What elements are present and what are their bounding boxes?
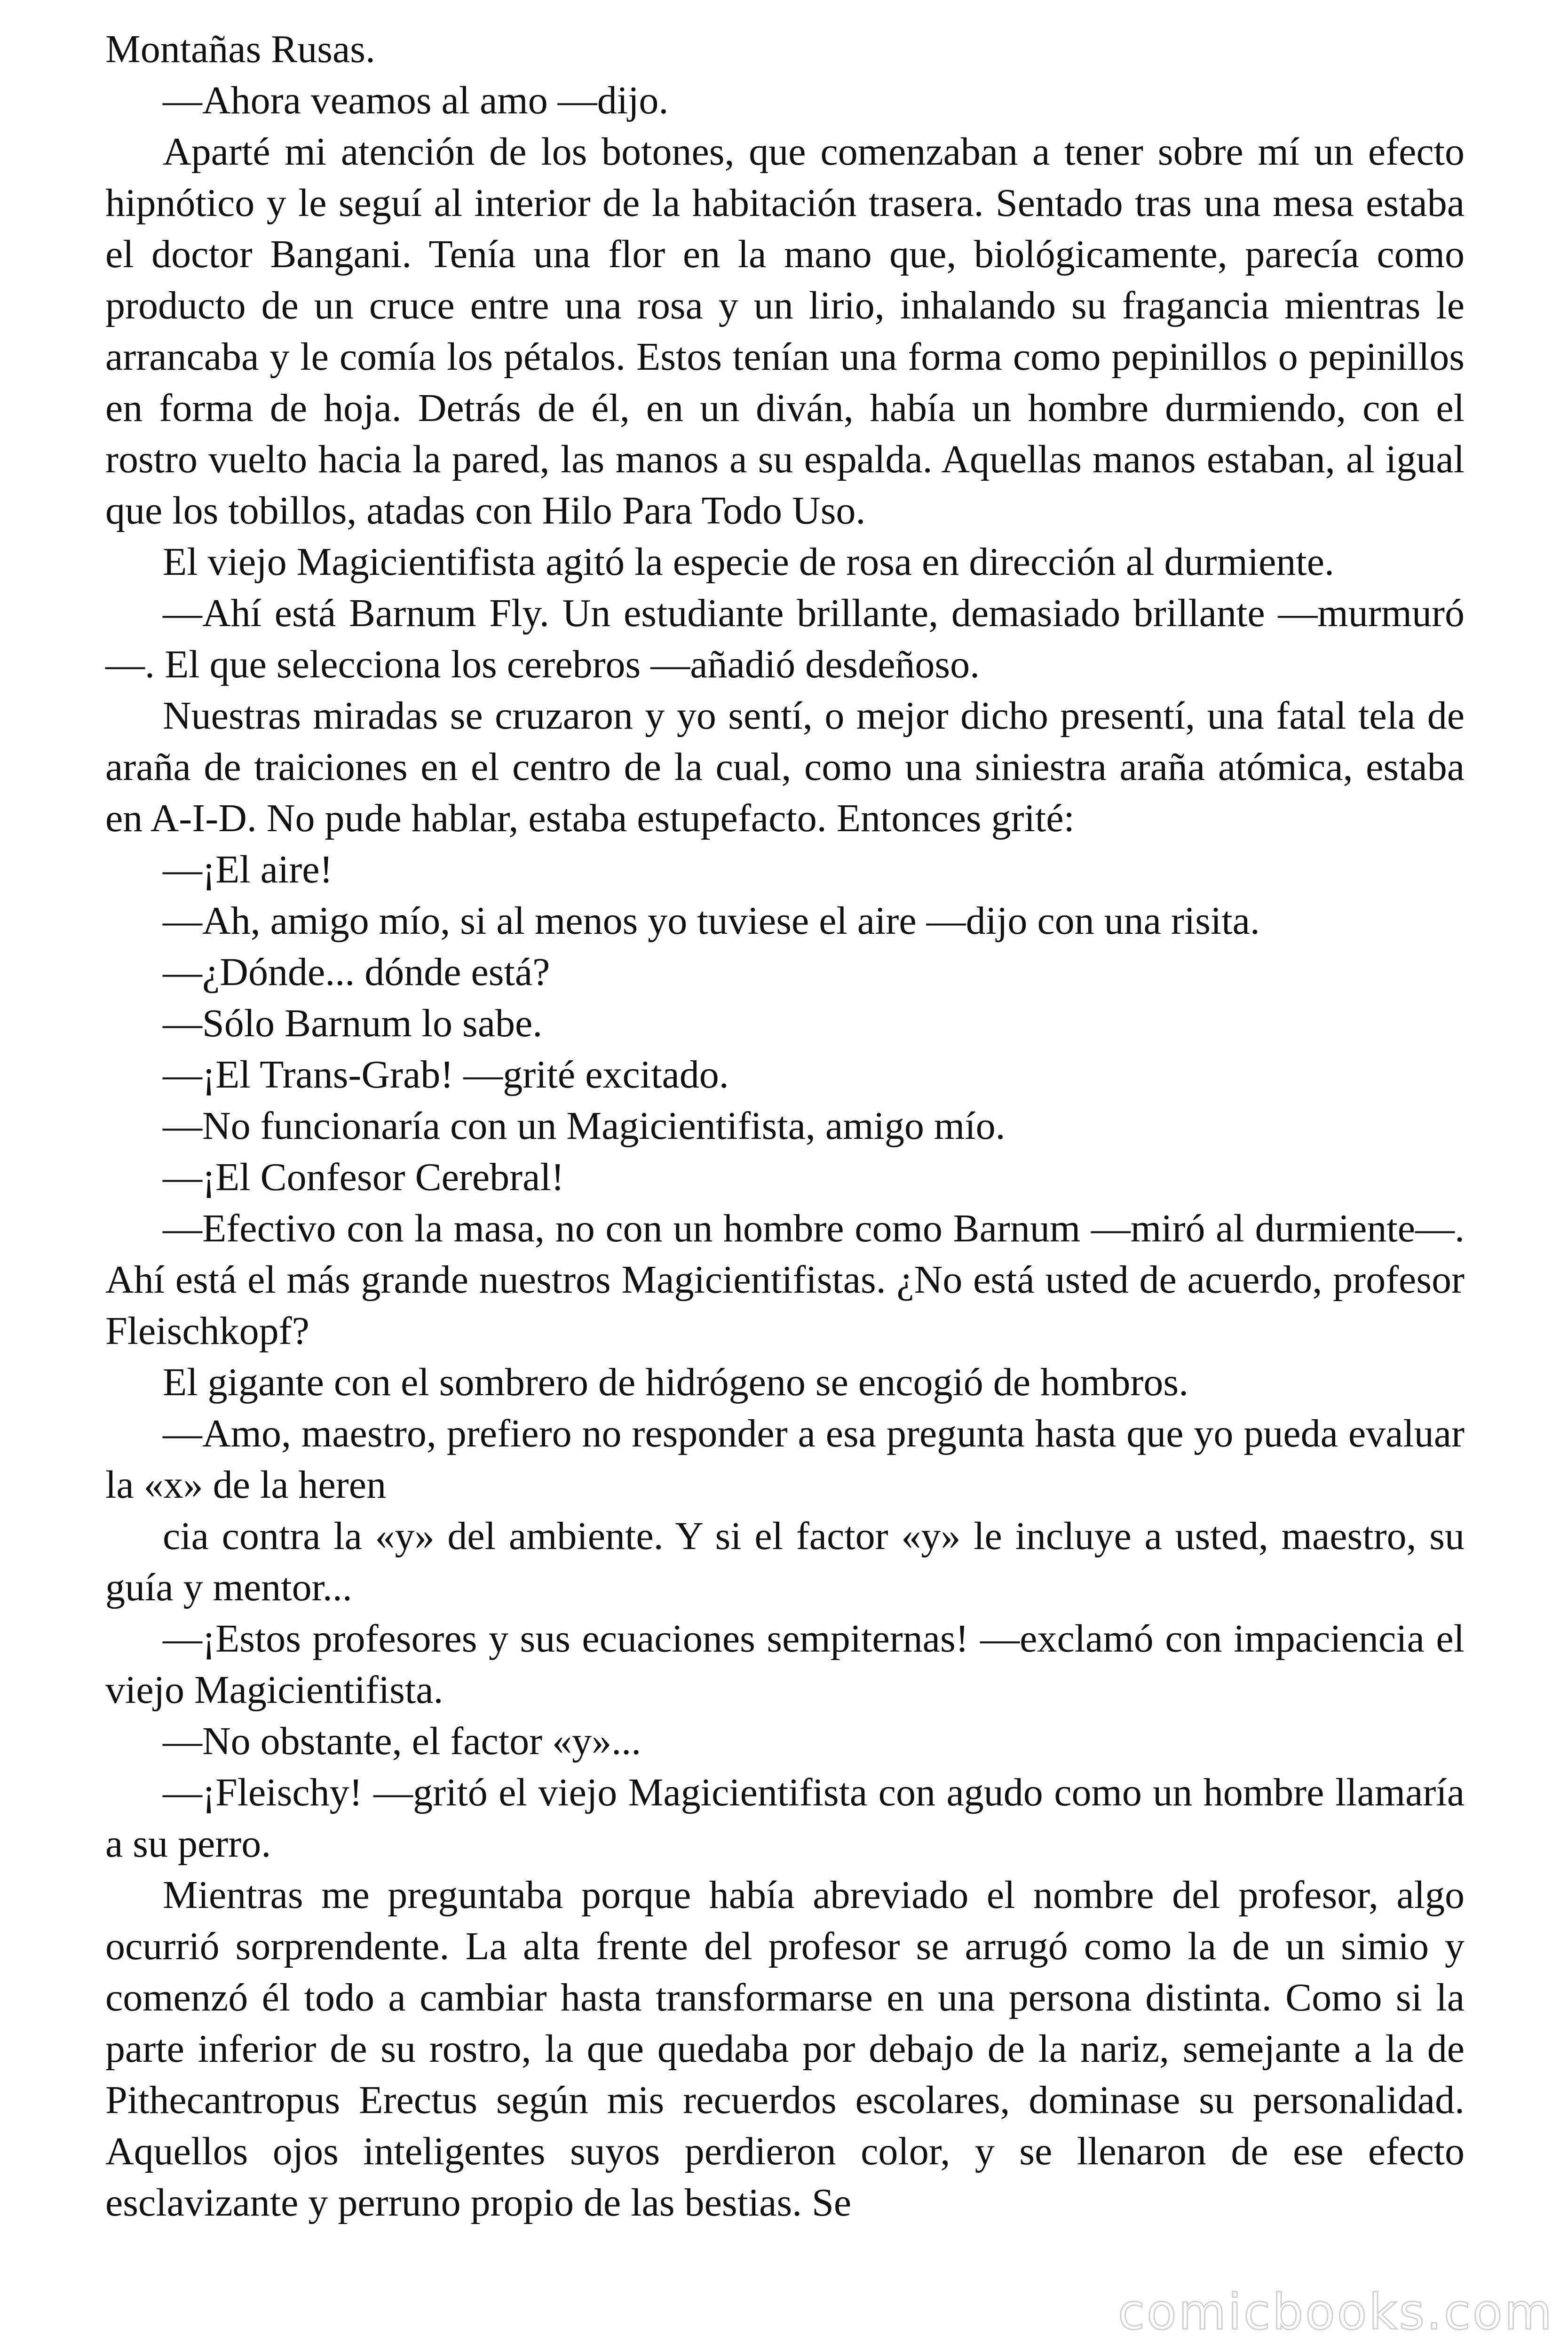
paragraph-13: —¡El Confesor Cerebral!	[163, 1155, 564, 1199]
paragraph-8: —Ah, amigo mío, si al menos yo tuviese el aire —dijo con una risita.	[163, 899, 1260, 943]
paragraph-7: —¡El aire!	[163, 848, 333, 891]
paragraph-12: —No funcionaría con un Magicientifista, amigo mío.	[163, 1104, 1006, 1148]
paragraph-10: —Sólo Barnum lo sabe.	[163, 1001, 543, 1045]
paragraph-1: Montañas Rusas.	[105, 27, 375, 71]
paragraph-14: —Efectivo con la masa, no con un hombre como Barnum —miró al durmiente—. Ahí está el más grande nuestros Magicientifistas. ¿No está usted de acuerdo, profesor Fleischkopf?	[105, 1207, 1465, 1353]
paragraph-4: El viejo Magicientifista agitó la especie de rosa en dirección al durmiente.	[163, 540, 1335, 584]
page-text	[105, 24, 1465, 2228]
paragraph-5: —Ahí está Barnum Fly. Un estudiante brillante, demasiado brillante —murmuró—. El que selecciona los cerebros —añadió desdeñoso.	[105, 591, 1465, 686]
paragraph-16: —Amo, maestro, prefiero no responder a esa pregunta hasta que yo pueda evaluar la «x» de la heren	[105, 1412, 1465, 1507]
paragraph-2: —Ahora veamos al amo —dijo.	[163, 79, 669, 122]
paragraph-21: Mientras me preguntaba porque había abreviado el nombre del profesor, algo ocurrió sorprendente. La alta frente del profesor se arrugó como la de un simio y comenzó él todo a cambiar hasta transformarse en una persona distinta. Como si la parte inferior de su rostro, la que quedaba por debajo de la nariz, semejante a la de Pithecantropus Erectus según mis recuerdos escolares, dominase su personalidad. Aquellos ojos inteligentes suyos perdieron color, y se llenaron de ese efecto esclavizante y perruno propio de las bestias. Se	[105, 1873, 1465, 2225]
paragraph-15: El gigante con el sombrero de hidrógeno se encogió de hombros.	[163, 1360, 1189, 1404]
watermark-logo: comicbooks.com	[1117, 2283, 1554, 2341]
paragraph-11: —¡El Trans-Grab! —grité excitado.	[163, 1053, 729, 1097]
paragraph-17: cia contra la «y» del ambiente. Y si el factor «y» le incluye a usted, maestro, su guía y mentor...	[105, 1514, 1465, 1609]
paragraph-6: Nuestras miradas se cruzaron y yo sentí, o mejor dicho presentí, una fatal tela de araña de traiciones en el centro de la cual, como una siniestra araña atómica, estaba en A-I-D. No pude hablar, estaba estupefacto. Entonces grité:	[105, 694, 1465, 840]
paragraph-20: —¡Fleischy! —gritó el viejo Magicientifista con agudo como un hombre llamaría a su perro.	[105, 1771, 1465, 1866]
paragraph-9: —¿Dónde... dónde está?	[163, 950, 550, 994]
paragraph-18: —¡Estos profesores y sus ecuaciones sempiternas! —exclamó con impaciencia el viejo Magicientifista.	[105, 1617, 1465, 1712]
paragraph-3: Aparté mi atención de los botones, que comenzaban a tener sobre mí un efecto hipnótico y le seguí al interior de la habitación trasera. Sentado tras una mesa estaba el doctor Bangani. Tenía una flor en la mano que, biológicamente, parecía como producto de un cruce entre una rosa y un lirio, inhalando su fragancia mientras le arrancaba y le comía los pétalos. Estos tenían una forma como pepinillos o pepinillos en forma de hoja. Detrás de él, en un diván, había un hombre durmiendo, con el rostro vuelto hacia la pared, las manos a su espalda. Aquellas manos estaban, al igual que los tobillos, atadas con Hilo Para Todo Uso.	[105, 130, 1465, 532]
paragraph-19: —No obstante, el factor «y»...	[163, 1719, 641, 1763]
